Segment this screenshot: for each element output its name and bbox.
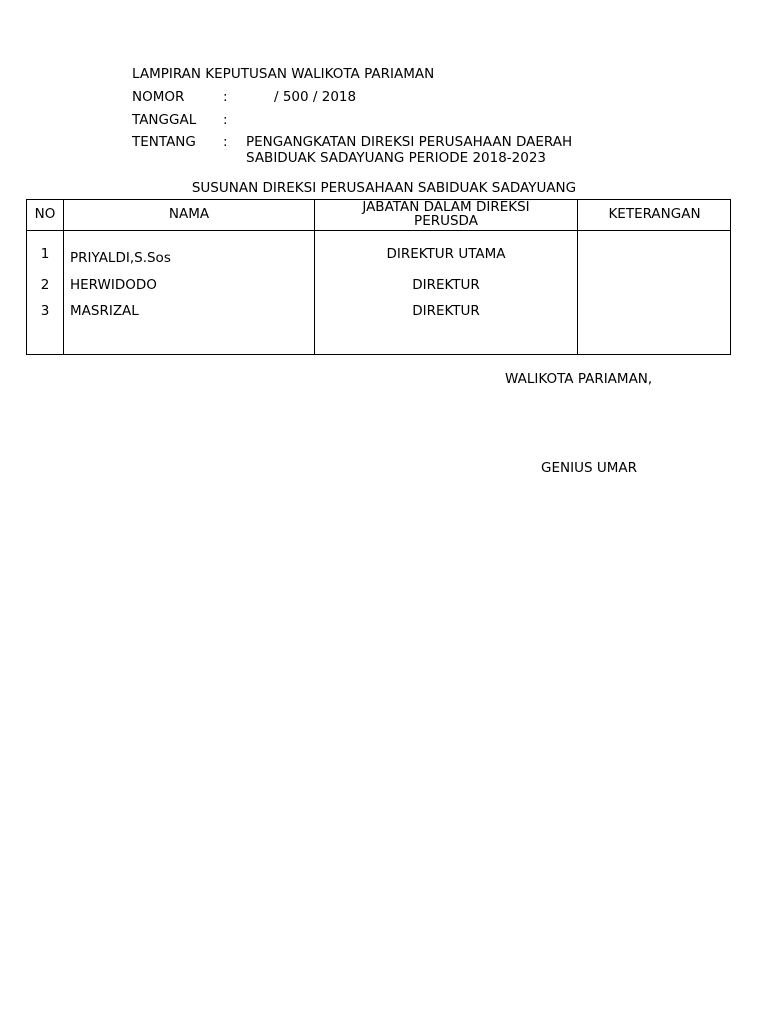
direksi-table <box>26 199 731 355</box>
table-title: SUSUNAN DIREKSI PERUSAHAAN SABIDUAK SADAYUANG <box>191 180 577 196</box>
tanggal-label: TANGGAL <box>132 112 197 128</box>
row-nama: HERWIDODO <box>70 277 157 293</box>
tentang-value-line1: PENGANGKATAN DIREKSI PERUSAHAAN DAERAH <box>246 134 573 150</box>
column-header-keterangan: KETERANGAN <box>608 206 701 222</box>
row-no: 1 <box>40 246 50 262</box>
header-row-divider <box>27 230 730 231</box>
row-no: 2 <box>40 277 50 293</box>
nomor-colon: : <box>223 89 228 105</box>
tentang-colon: : <box>223 134 228 150</box>
column-divider <box>63 200 64 354</box>
column-divider <box>577 200 578 354</box>
row-nama: MASRIZAL <box>70 303 139 319</box>
tanggal-colon: : <box>223 112 228 128</box>
row-jabatan: DIREKTUR UTAMA <box>386 246 506 262</box>
column-header-jabatan-line1: JABATAN DALAM DIREKSI <box>362 199 530 215</box>
row-no: 3 <box>40 303 50 319</box>
column-header-nama: NAMA <box>168 206 210 222</box>
row-jabatan: DIREKTUR <box>412 303 480 319</box>
column-header-jabatan-line2: PERUSDA <box>414 213 478 229</box>
nomor-label: NOMOR <box>132 89 185 105</box>
signature-title: WALIKOTA PARIAMAN, <box>505 371 653 387</box>
tentang-value-line2: SABIDUAK SADAYUANG PERIODE 2018-2023 <box>246 150 547 166</box>
row-nama: PRIYALDI,S.Sos <box>70 250 171 266</box>
nomor-value: / 500 / 2018 <box>274 89 357 105</box>
signatory-name: GENIUS UMAR <box>541 460 637 476</box>
document-title: LAMPIRAN KEPUTUSAN WALIKOTA PARIAMAN <box>132 66 435 82</box>
row-jabatan: DIREKTUR <box>412 277 480 293</box>
column-header-no: NO <box>34 206 56 222</box>
tentang-label: TENTANG <box>132 134 196 150</box>
